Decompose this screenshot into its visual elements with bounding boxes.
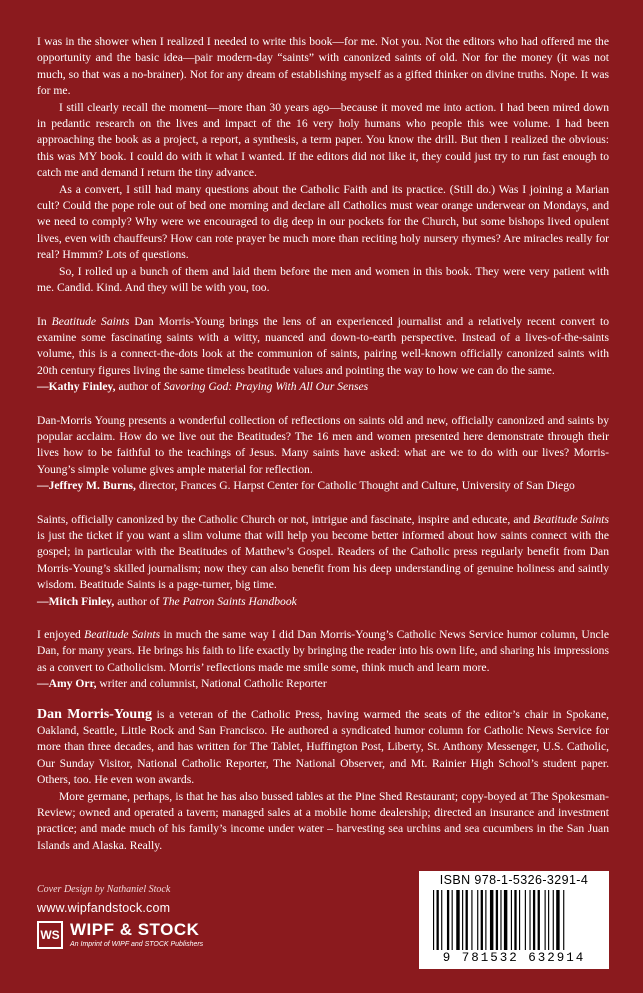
- bio-text-2: More germane, perhaps, is that he has also bussed tables at the Pine Shed Restaurant; copy-boyed at The Spokesman-Review; owned and operated a tavern; managed sales at a mobile home dealership; directed an insurance and investment practice; and made much of his family’s income under water – harvesting sea urchins and sea cucumbers in the San Juan Islands and Alaska. Really.: [37, 789, 609, 852]
- review-text-before: In: [37, 314, 52, 328]
- barcode-digits: 9 781532 632914: [442, 951, 586, 965]
- review-text-before: I enjoyed: [37, 628, 85, 641]
- book-title: Beatitude Saints: [51, 314, 130, 328]
- intro-paragraph-1: I was in the shower when I realized I needed to write this book—for me. Not you. Not the editors who had offered me the opportunity and the basic idea—pair modern-day “saints” with canonized saints of old. Nor for the money (it was not much, so that was a no-brainer). Not for any dream of establishing myself as a gifted thinker on divine truths. Nope. It was for me.: [37, 35, 609, 98]
- book-title: Beatitude Saints: [84, 628, 161, 641]
- review-affiliation: author of: [115, 380, 164, 394]
- review-affiliation: writer and columnist, National Catholic Reporter: [96, 677, 327, 691]
- publisher-logo: [37, 920, 237, 954]
- review-finley-mitch: [37, 512, 609, 610]
- cover-design-credit: Cover Design by Nathaniel Stock: [37, 884, 171, 895]
- review-author: —Amy Orr,: [37, 677, 97, 691]
- author-name: Dan Morris-Young: [37, 706, 152, 722]
- review-affiliation-title: The Patron Saints Handbook: [162, 594, 297, 608]
- book-title: Beatitude Saints: [533, 512, 609, 526]
- review-text-after: in much the same way I did Dan Morris-Young’s Catholic News Service humor column, Uncle Dan, for many years. He brings his faith to life exactly by bringing the reader into his own life, and sharing his impressions as a convert to Catholicism. Morris’ reflections made me smile some, think much and learn more.: [37, 628, 610, 674]
- publisher-imprint: An Imprint of WIPF and STOCK Publishers: [70, 941, 204, 948]
- review-finley-kathy: [37, 314, 609, 396]
- review-author: —Mitch Finley,: [37, 594, 115, 608]
- review-orr: [37, 627, 609, 693]
- isbn-number: ISBN 978-1-5326-3291-4: [439, 873, 589, 887]
- review-affiliation: author of: [114, 594, 163, 608]
- review-text-after: is just the ticket if you want a slim volume that will help you become better informed about how saints connect with the gospel; in particular with the Beatitudes of Matthew’s Gospel. Readers of the Catholic press regularly benefit from Dan Morris-Young’s skilled journalism; now they can also benefit from his deep understanding of genuine holiness and saintly wisdom. Beatitude Saints is a page-turner, big time.: [37, 528, 609, 592]
- intro-paragraph-3: As a convert, I still had many questions about the Catholic Faith and its practice. (Still do.) Was I joining a Marian cult? Could the pope role out of bed one morning and declare all Catholics must wear orange underwear on Mondays, and we need to comply? Why were we encouraged to dig deep in our pockets for the Church, but some bishops lived opulent lives, even with chauffeurs? How can rote prayer be much more than reciting holy nursery rhymes? Are miracles really for real? Hmmm? Lots of questions.: [37, 182, 609, 262]
- intro-paragraph-4: So, I rolled up a bunch of them and laid them before the men and women in this book. They were very patient with me. Candid. Kind. And they will be with you, too.: [37, 264, 609, 295]
- review-text-after: Dan Morris-Young brings the lens of an experienced journalist and a relatively recent convert to examine some fascinating saints with a witty, nuanced and down-to-earth perspective. Instead of a lives-of-the-saints volume, this is a connect-the-dots look at the communion of saints, pairing well-known officially canonized saints with 20th century figures living the same timeless beatitude values and pointing the way to how we can do the same.: [37, 314, 610, 377]
- review-text-before: Dan-Morris Young presents a wonderful collection of reflections on saints old and new, officially canonized and saints by popular acclaim. How do we live out the Beatitudes? The 16 men and women presented here demonstrate through their lives how to be faithful to the teachings of Jesus. Many saints have asked: what are we to do with our lives? Morris-Young’s simple volume gives ample material for reflection.: [37, 413, 609, 476]
- review-affiliation-title: Savoring God: Praying With All Our Senses: [163, 380, 369, 394]
- back-cover-text: [37, 34, 609, 854]
- review-burns: [37, 413, 609, 495]
- wipf-stock-logo-icon: WS: [37, 921, 63, 949]
- cover-footer: [37, 873, 609, 984]
- barcode-icon: [431, 890, 601, 950]
- intro-paragraph-2: I still clearly recall the moment—more than 30 years ago—because it moved me into action. I had been mired down in pedantic research on the lives and impact of the 16 very holy humans who people this wee volume. I had been approaching the book as a project, a report, a synthesis, a term paper. You know the drill. But then I realized the obvious: this was MY book. I could do with it what I wanted. If the editors did not like it, they could just try to run fast enough to catch me and demand I return the tiny advance.: [37, 100, 609, 180]
- review-author: —Jeffrey M. Burns,: [37, 479, 136, 493]
- isbn-barcode: [419, 871, 609, 969]
- review-text-before: Saints, officially canonized by the Catholic Church or not, intrigue and fascinate, inspire and educate, and: [37, 512, 534, 526]
- bio-text-1: is a veteran of the Catholic Press, having warmed the seats of the editor’s chair in Spokane, Oakland, Seattle, Little Rock and San Francisco. He authored a syndicated humor column for Catholic News Service for more than three decades, and has written for The Tablet, Huffington Post, Liberty, St. Anthony Messenger, U.S. Catholic, Our Sunday Visitor, National Catholic Reporter, The National Observer, and Mt. Rainier High School’s student paper. Others, too. He even won awards.: [37, 707, 610, 787]
- publisher-name: WIPF & STOCK: [70, 920, 200, 939]
- review-author: —Kathy Finley,: [37, 380, 116, 394]
- publisher-url[interactable]: www.wipfandstock.com: [37, 901, 171, 915]
- author-bio: [37, 707, 609, 855]
- review-affiliation: director, Frances G. Harpst Center for Catholic Thought and Culture, University of San Diego: [135, 479, 575, 493]
